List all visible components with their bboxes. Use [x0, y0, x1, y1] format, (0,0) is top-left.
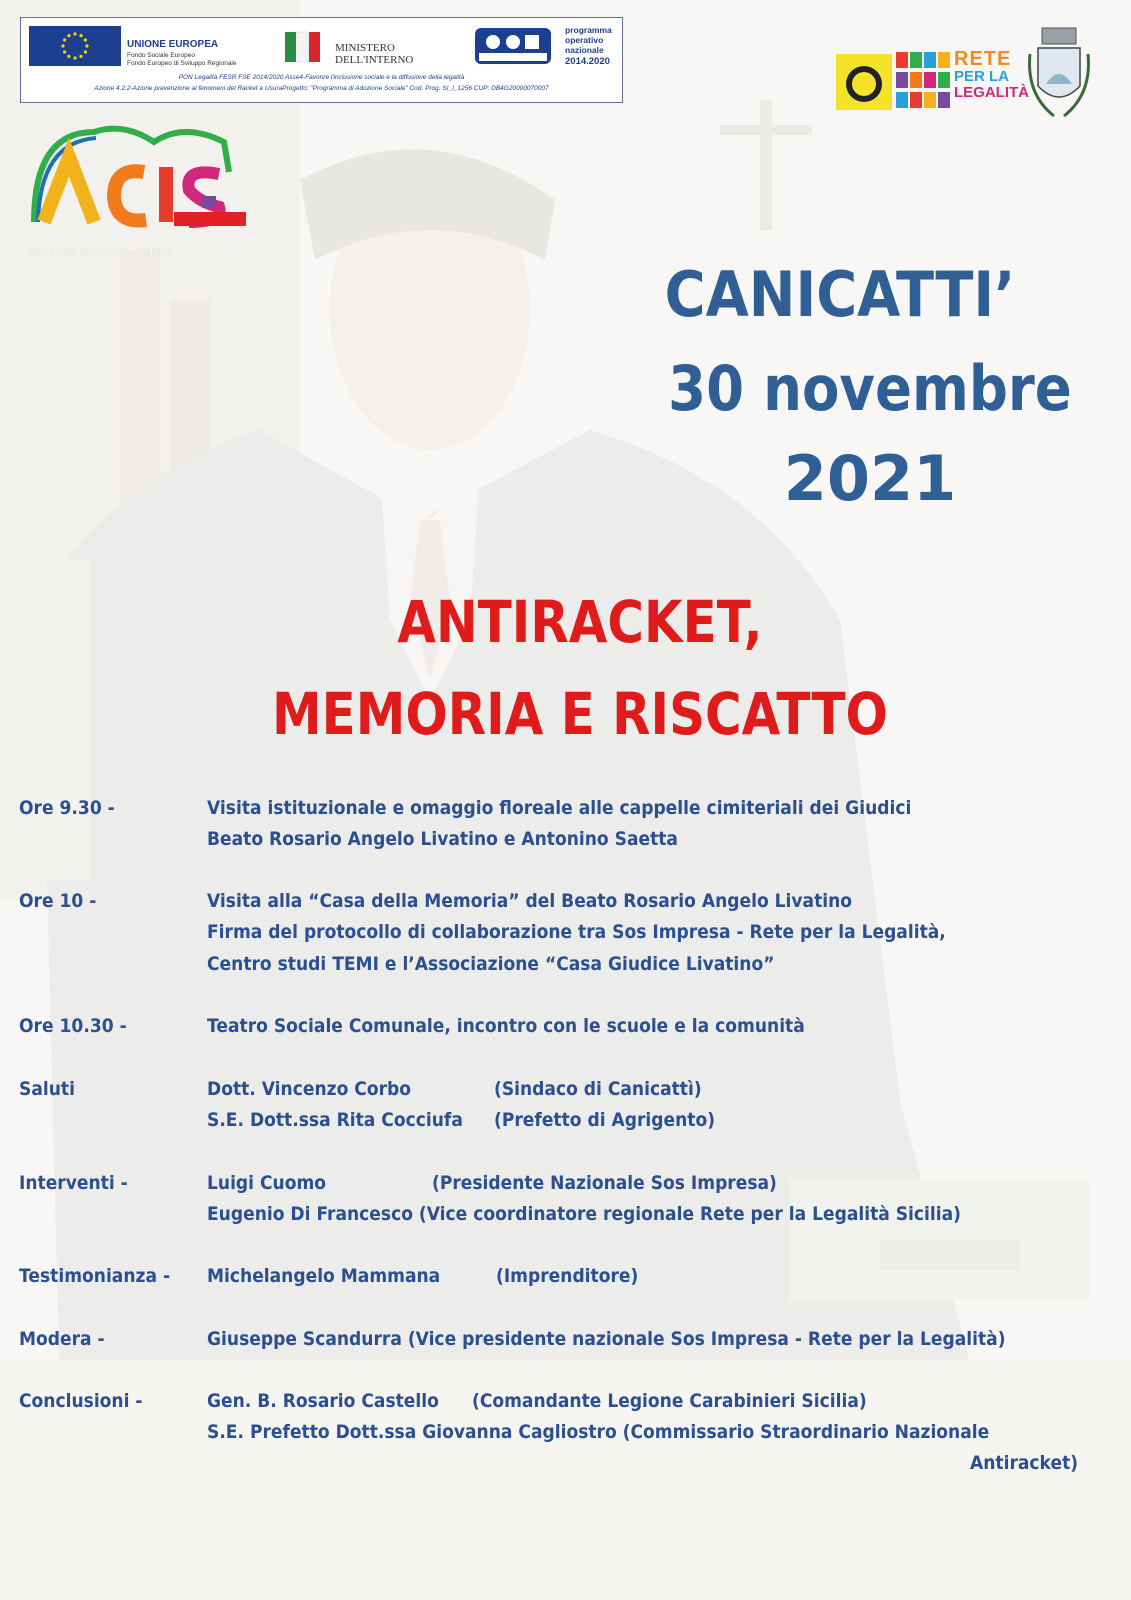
- canicatti-crest-icon: [1024, 24, 1094, 124]
- saluti-role1: (Sindaco di Canicattì): [494, 1078, 702, 1100]
- eu-flag-icon: [29, 26, 121, 66]
- interventi-name1: Luigi Cuomo: [207, 1172, 327, 1194]
- program-10-line1: Visita alla “Casa della Memoria” del Beato Rosario Angelo Livatino: [207, 890, 853, 912]
- conclusioni-name1: Gen. B. Rosario Castello: [207, 1390, 439, 1412]
- program-label-interventi: Interventi -: [19, 1172, 128, 1194]
- funding-note-line2: Azione 4.2.2-Azione prevenzione ai fenomeni del Racket e UsuraProgetto: "Programma di Adozione Sociale" Cod. Prog. SI_I_1256 CUP: DB4G20000070007: [94, 85, 549, 92]
- rete-logo-word1: RETE: [954, 48, 1012, 70]
- interventi-line2: Eugenio Di Francesco (Vice coordinatore regionale Rete per la Legalità Sicilia): [207, 1203, 962, 1225]
- testimonianza-name: Michelangelo Mammana: [207, 1265, 441, 1287]
- event-title-line2: MEMORIA E RISCATTO: [272, 680, 888, 748]
- acis-caption: Sant'Agata di Militello - Nebrodi: [28, 245, 174, 257]
- saluti-role2: (Prefetto di Agrigento): [494, 1109, 716, 1131]
- program-label-10: Ore 10 -: [19, 890, 97, 912]
- program-930-line2: Beato Rosario Angelo Livatino e Antonino Saetta: [207, 828, 678, 850]
- pon-line2: operativo: [565, 35, 604, 45]
- event-year: 2021: [783, 442, 957, 515]
- conclusioni-role1: (Comandante Legione Carabinieri Sicilia): [472, 1390, 867, 1412]
- program-10-line2: Firma del protocollo di collaborazione tra Sos Impresa - Rete per la Legalità,: [207, 921, 946, 943]
- acis-antiracket-logo: [24, 112, 254, 262]
- saluti-name2: S.E. Dott.ssa Rita Cocciufa: [207, 1109, 463, 1131]
- saluti-name1: Dott. Vincenzo Corbo: [207, 1078, 411, 1100]
- pon-legalita-logo-icon: [473, 26, 553, 66]
- modera-line1: Giuseppe Scandurra (Vice presidente nazionale Sos Impresa - Rete per la Legalità): [207, 1328, 1006, 1350]
- event-place: CANICATTI’: [664, 258, 1016, 331]
- program-label-1030: Ore 10.30 -: [19, 1015, 127, 1037]
- program-930-line1: Visita istituzionale e omaggio floreale alle cappelle cimiteriali dei Giudici: [207, 797, 912, 819]
- interventi-role1: (Presidente Nazionale Sos Impresa): [432, 1172, 777, 1194]
- pon-line1: programma: [565, 25, 612, 35]
- conclusioni-line3: Antiracket): [970, 1452, 1079, 1474]
- program-label-930: Ore 9.30 -: [19, 797, 115, 819]
- program-label-conclusioni: Conclusioni -: [19, 1390, 143, 1412]
- program-label-testimonianza: Testimonianza -: [19, 1265, 171, 1287]
- event-title-line1: ANTIRACKET,: [397, 588, 763, 656]
- eu-fund-fse: Fondo Sociale Europeo: [127, 52, 195, 59]
- program-10-line3: Centro studi TEMI e l’Associazione “Casa Giudice Livatino”: [207, 953, 775, 975]
- program-label-saluti: Saluti: [19, 1078, 75, 1100]
- eu-fund-fesr: Fondo Europeo di Sviluppo Regionale: [127, 60, 237, 67]
- pon-line4: 2014.2020: [565, 56, 610, 67]
- conclusioni-line2: S.E. Prefetto Dott.ssa Giovanna Cagliostro (Commissario Straordinario Nazionale: [207, 1421, 990, 1443]
- italy-emblem-icon: [283, 30, 323, 64]
- rete-logo-word2: PER LA: [954, 68, 1010, 85]
- rete-logo-word3: LEGALITÀ: [954, 84, 1029, 101]
- pon-line3: nazionale: [565, 45, 604, 55]
- funding-header: [20, 17, 623, 103]
- ministry-line2: DELL'INTERNO: [335, 54, 414, 66]
- eu-name: UNIONE EUROPEA: [127, 39, 219, 50]
- event-date: 30 novembre: [668, 352, 1072, 425]
- ministry-line1: MINISTERO: [335, 42, 395, 54]
- testimonianza-role: (Imprenditore): [496, 1265, 639, 1287]
- program-1030-line1: Teatro Sociale Comunale, incontro con le scuole e la comunità: [207, 1015, 805, 1037]
- funding-note-line1: PON Legalità FESR FSE 2014/2020 Asse4-Favorire l'inclusione sociale e la diffusione della legalità: [178, 74, 465, 81]
- program-label-modera: Modera -: [19, 1328, 105, 1350]
